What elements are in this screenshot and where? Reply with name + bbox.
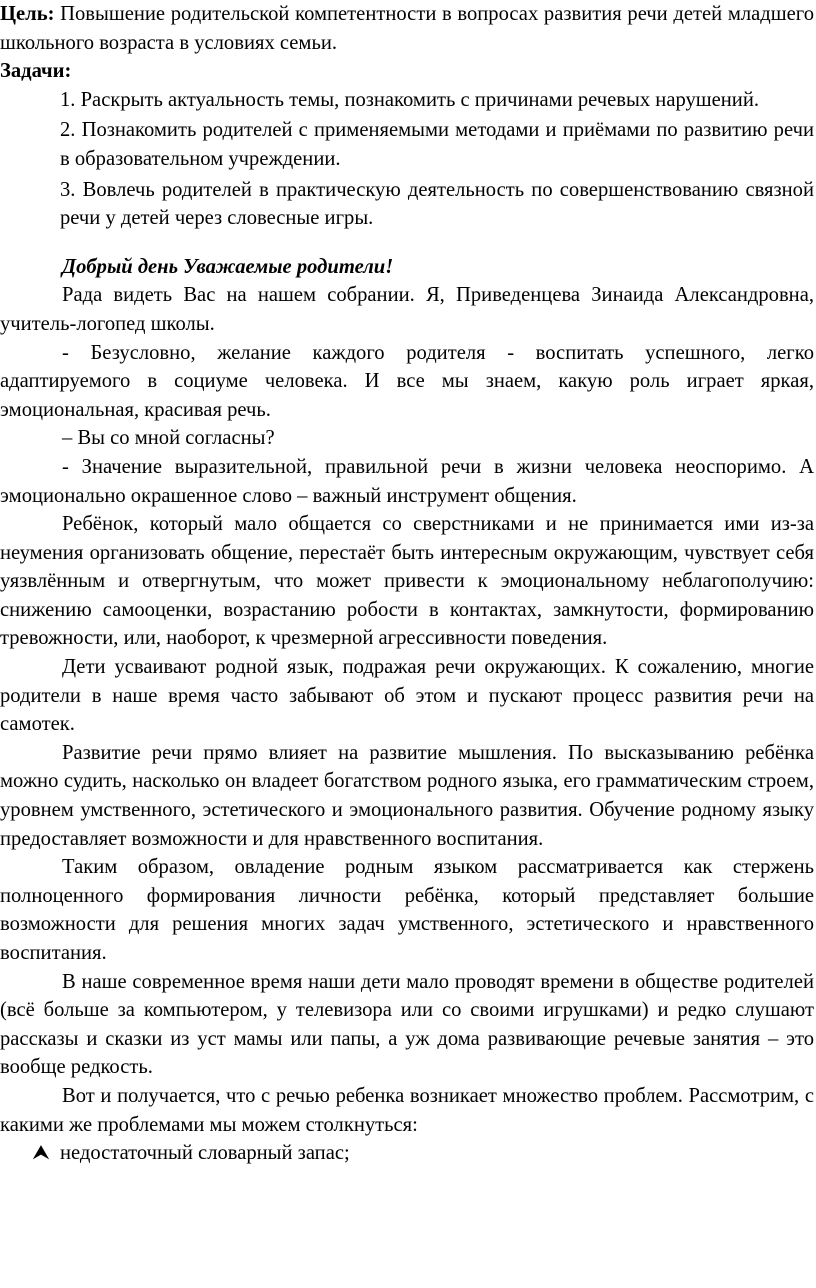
task-item: 1. Раскрыть актуальность темы, познакомить с причинами речевых нарушений. (60, 88, 760, 111)
greeting-heading: Добрый день Уважаемые родители! (62, 255, 394, 278)
body-paragraph: Ребёнок, который мало общается со сверстниками и не принимается ими из-за неумения организовать общение, перестаёт быть интересным окружающим, чувствует себя уязвлённым и отвергнутым, что может привести к эмоциональному неблагополучию: снижению самооценки, возрастанию робости в контактах, замкнутости, формированию тревожности, или, наоборот, к чрезмерной агрессивности поведения. (0, 513, 814, 650)
goal-text: Повышение родительской компетентности в вопросах развития речи детей младшего школьного возраста в условиях семьи. (0, 3, 814, 54)
tasks-heading (0, 57, 814, 86)
task-item: 3. Вовлечь родителей в практическую деятельность по совершенствованию связной речи у детей через словесные игры. (60, 178, 814, 230)
tasks-label: Задачи: (0, 60, 72, 83)
body-paragraph: Развитие речи прямо влияет на развитие мышления. По высказыванию ребёнка можно судить, насколько он владеет богатством родного языка, его грамматическим строем, уровнем умственного, эстетического и эмоционального развития. Обучение родному языку предоставляет возможности и для нравственного воспитания. (0, 741, 814, 850)
body-paragraph: - Значение выразительной, правильной речи в жизни человека неоспоримо. А эмоционально окрашенное слово – важный инструмент общения. (0, 455, 814, 507)
problems-list (0, 1139, 814, 1168)
body-paragraph: В наше современное время наши дети мало проводят времени в обществе родителей (всё больше за компьютером, у телевизора или со своими игрушками) и редко слушают рассказы и сказки из уст мамы или папы, а уж дома развивающие речевые занятия – это вообще редкость. (0, 970, 814, 1079)
problem-list-item (0, 1139, 814, 1168)
body-paragraph: Рада видеть Вас на нашем собрании. Я, Приведенцева Зинаида Александровна, учитель-логопед школы. (0, 284, 814, 335)
body-paragraph: – Вы со мной согласны? (62, 427, 275, 450)
problem-text: недостаточный словарный запас; (60, 1142, 350, 1165)
goal-label: Цель: (0, 3, 55, 25)
arrowhead-bullet-icon: ⮝ (32, 1142, 50, 1165)
goal-paragraph (0, 0, 814, 57)
body-paragraph: Дети усваивают родной язык, подражая речи окружающих. К сожалению, многие родители в наше время часто забывают об этом и пускают процесс развития речи на самотек. (0, 656, 814, 736)
body-paragraph: - Безусловно, желание каждого родителя - воспитать успешного, легко адаптируемого в социуме человека. И все мы знаем, какую роль играет яркая, эмоциональная, красивая речь. (0, 341, 814, 421)
tasks-list (0, 86, 814, 233)
body-paragraph: Вот и получается, что с речью ребенка возникает множество проблем. Рассмотрим, с какими же проблемами мы можем столкнуться: (0, 1084, 814, 1136)
task-item: 2. Познакомить родителей с применяемыми методами и приёмами по развитию речи в образовательном учреждении. (60, 119, 814, 170)
body-paragraph: Таким образом, овладение родным языком рассматривается как стержень полноценного формирования личности ребёнка, который представляет большие возможности для решения многих задач умственного, эстетического и нравственного воспитания. (0, 856, 814, 964)
